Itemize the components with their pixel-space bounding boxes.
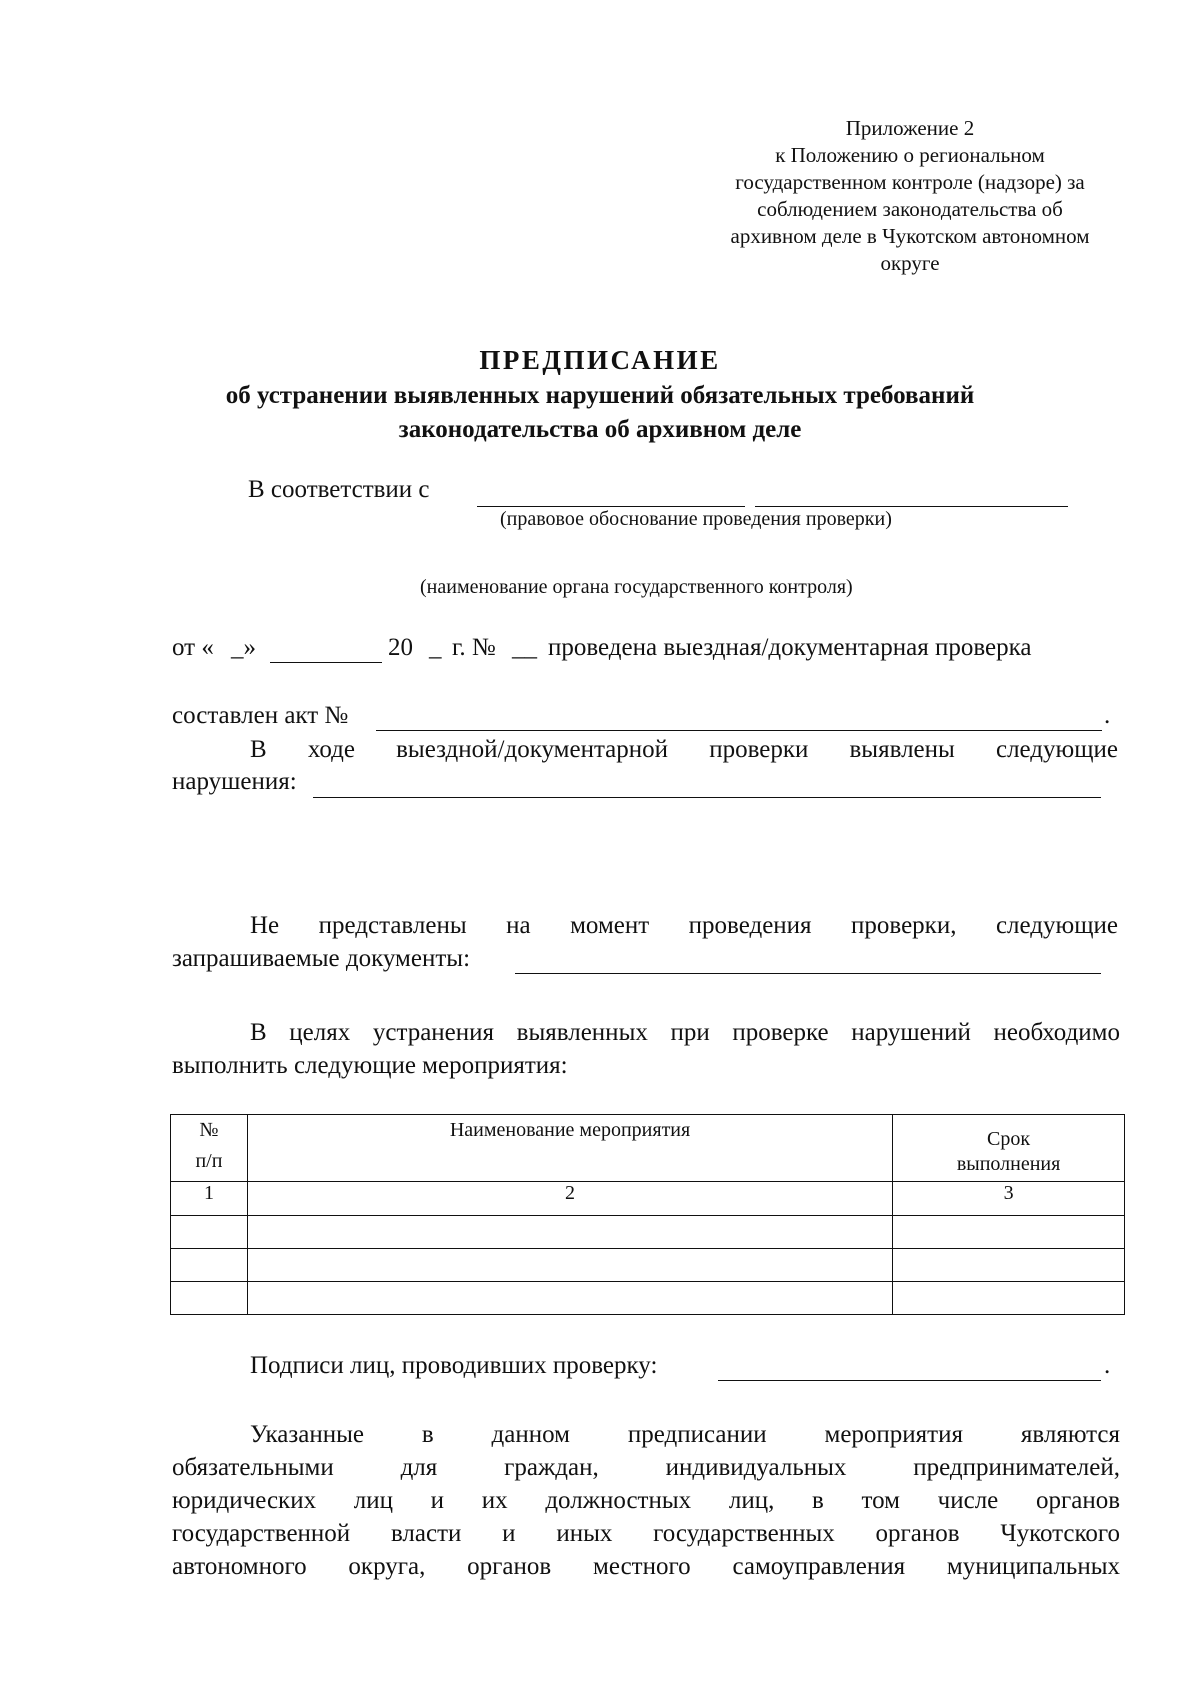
word: следующие bbox=[995, 736, 1118, 763]
act-number-blank[interactable] bbox=[376, 730, 1102, 731]
word: следующие bbox=[995, 912, 1118, 939]
authority-caption: (наименование органа государственного контроля) bbox=[420, 576, 853, 598]
paragraph-line: государственной власти и иных государственных органов Чукотского bbox=[172, 1520, 1120, 1547]
final-paragraph bbox=[172, 1418, 1120, 1583]
word: представлены bbox=[318, 912, 467, 939]
header-name bbox=[247, 1115, 892, 1182]
document-title: ПРЕДПИСАНИЕ bbox=[479, 345, 721, 375]
header-deadline bbox=[893, 1115, 1125, 1182]
violations-label: нарушения: bbox=[172, 768, 297, 795]
date-number-blank[interactable]: __ bbox=[512, 634, 537, 661]
act-period: . bbox=[1104, 702, 1111, 729]
table-cell[interactable] bbox=[171, 1249, 248, 1282]
measures-intro-line: выполнить следующие мероприятия: bbox=[172, 1052, 568, 1079]
measures-intro-line: В целях устранения выявленных при проверке нарушений необходимо bbox=[250, 1019, 1120, 1046]
date-year-blank[interactable]: _ bbox=[429, 634, 442, 661]
table-cell[interactable] bbox=[893, 1282, 1125, 1315]
table-row bbox=[171, 1282, 1125, 1315]
word: на bbox=[506, 912, 531, 939]
document-subtitle: об устранении выявленных нарушений обязательных требований bbox=[225, 382, 975, 409]
table-cell[interactable] bbox=[171, 1216, 248, 1249]
document-subtitle: законодательства об архивном деле bbox=[398, 416, 802, 443]
appendix-line: государственном контроле (надзоре) за bbox=[735, 170, 1085, 194]
header-name-text: Наименование мероприятия bbox=[449, 1119, 691, 1141]
measures-intro bbox=[172, 1016, 1120, 1082]
word: проверки bbox=[709, 736, 809, 763]
table-row bbox=[171, 1216, 1125, 1249]
appendix-line: округе bbox=[880, 251, 940, 275]
violations-blank[interactable] bbox=[313, 797, 1101, 798]
table-cell: 3 bbox=[893, 1182, 1125, 1216]
table-cell: 1 bbox=[171, 1182, 248, 1216]
header-number bbox=[171, 1115, 248, 1182]
header-number-top: № bbox=[199, 1119, 219, 1141]
basis-caption: (правовое обоснование проведения проверки) bbox=[500, 508, 892, 530]
word: проведения bbox=[688, 912, 812, 939]
paragraph-line: автономного округа, органов местного самоуправления муниципальных bbox=[172, 1553, 1120, 1580]
basis-blank-1[interactable] bbox=[477, 506, 745, 507]
inspection-text: проведена выездная/документарная проверка bbox=[548, 634, 1032, 661]
header-deadline-bottom: выполнения bbox=[956, 1153, 1061, 1175]
missing-docs-intro bbox=[250, 912, 1118, 940]
table-numbering-row bbox=[171, 1182, 1125, 1216]
paragraph-line: обязательными для граждан, индивидуальных предпринимателей, bbox=[172, 1454, 1120, 1481]
word: ходе bbox=[307, 736, 355, 763]
date-month-blank[interactable] bbox=[270, 662, 382, 663]
table-row bbox=[171, 1249, 1125, 1282]
appendix-line: архивном деле в Чукотском автономном bbox=[730, 224, 1090, 248]
table-cell[interactable] bbox=[247, 1216, 892, 1249]
word: проверки, bbox=[851, 912, 957, 939]
header-number-bottom: п/п bbox=[195, 1150, 223, 1172]
word: момент bbox=[570, 912, 650, 939]
date-day-blank[interactable]: _» bbox=[231, 634, 256, 661]
appendix-line: Приложение 2 bbox=[845, 116, 975, 140]
appendix-line: соблюдением законодательства об bbox=[757, 197, 1063, 221]
word: выездной/документарной bbox=[396, 736, 669, 763]
table-cell[interactable] bbox=[893, 1216, 1125, 1249]
table-cell[interactable] bbox=[247, 1249, 892, 1282]
appendix-header bbox=[680, 115, 1140, 277]
word: Не bbox=[250, 912, 280, 939]
table-header-row bbox=[171, 1115, 1125, 1182]
paragraph-line: юридических лиц и их должностных лиц, в том числе органов bbox=[172, 1487, 1120, 1514]
appendix-line: к Положению о региональном bbox=[775, 143, 1045, 167]
date-number-label: г. № bbox=[452, 634, 496, 661]
missing-docs-label: запрашиваемые документы: bbox=[172, 945, 471, 972]
word: В bbox=[250, 736, 267, 763]
word: выявлены bbox=[849, 736, 955, 763]
date-year: 20 bbox=[388, 634, 413, 661]
table-cell: 2 bbox=[247, 1182, 892, 1216]
missing-docs-blank[interactable] bbox=[515, 973, 1101, 974]
header-deadline-top: Срок bbox=[987, 1128, 1031, 1150]
measures-table bbox=[170, 1114, 1125, 1315]
basis-label: В соответствии с bbox=[248, 476, 430, 503]
paragraph-line: Указанные в данном предписании мероприятия являются bbox=[250, 1421, 1120, 1448]
date-from: от « bbox=[172, 634, 214, 661]
signatures-period: . bbox=[1104, 1352, 1111, 1379]
act-label: составлен акт № bbox=[172, 702, 349, 729]
signatures-label: Подписи лиц, проводивших проверку: bbox=[250, 1352, 658, 1379]
table-cell[interactable] bbox=[171, 1282, 248, 1315]
table-cell[interactable] bbox=[247, 1282, 892, 1315]
signatures-blank[interactable] bbox=[718, 1380, 1101, 1381]
table-cell[interactable] bbox=[893, 1249, 1125, 1282]
violations-intro bbox=[250, 736, 1118, 764]
basis-blank-2[interactable] bbox=[755, 506, 1068, 507]
